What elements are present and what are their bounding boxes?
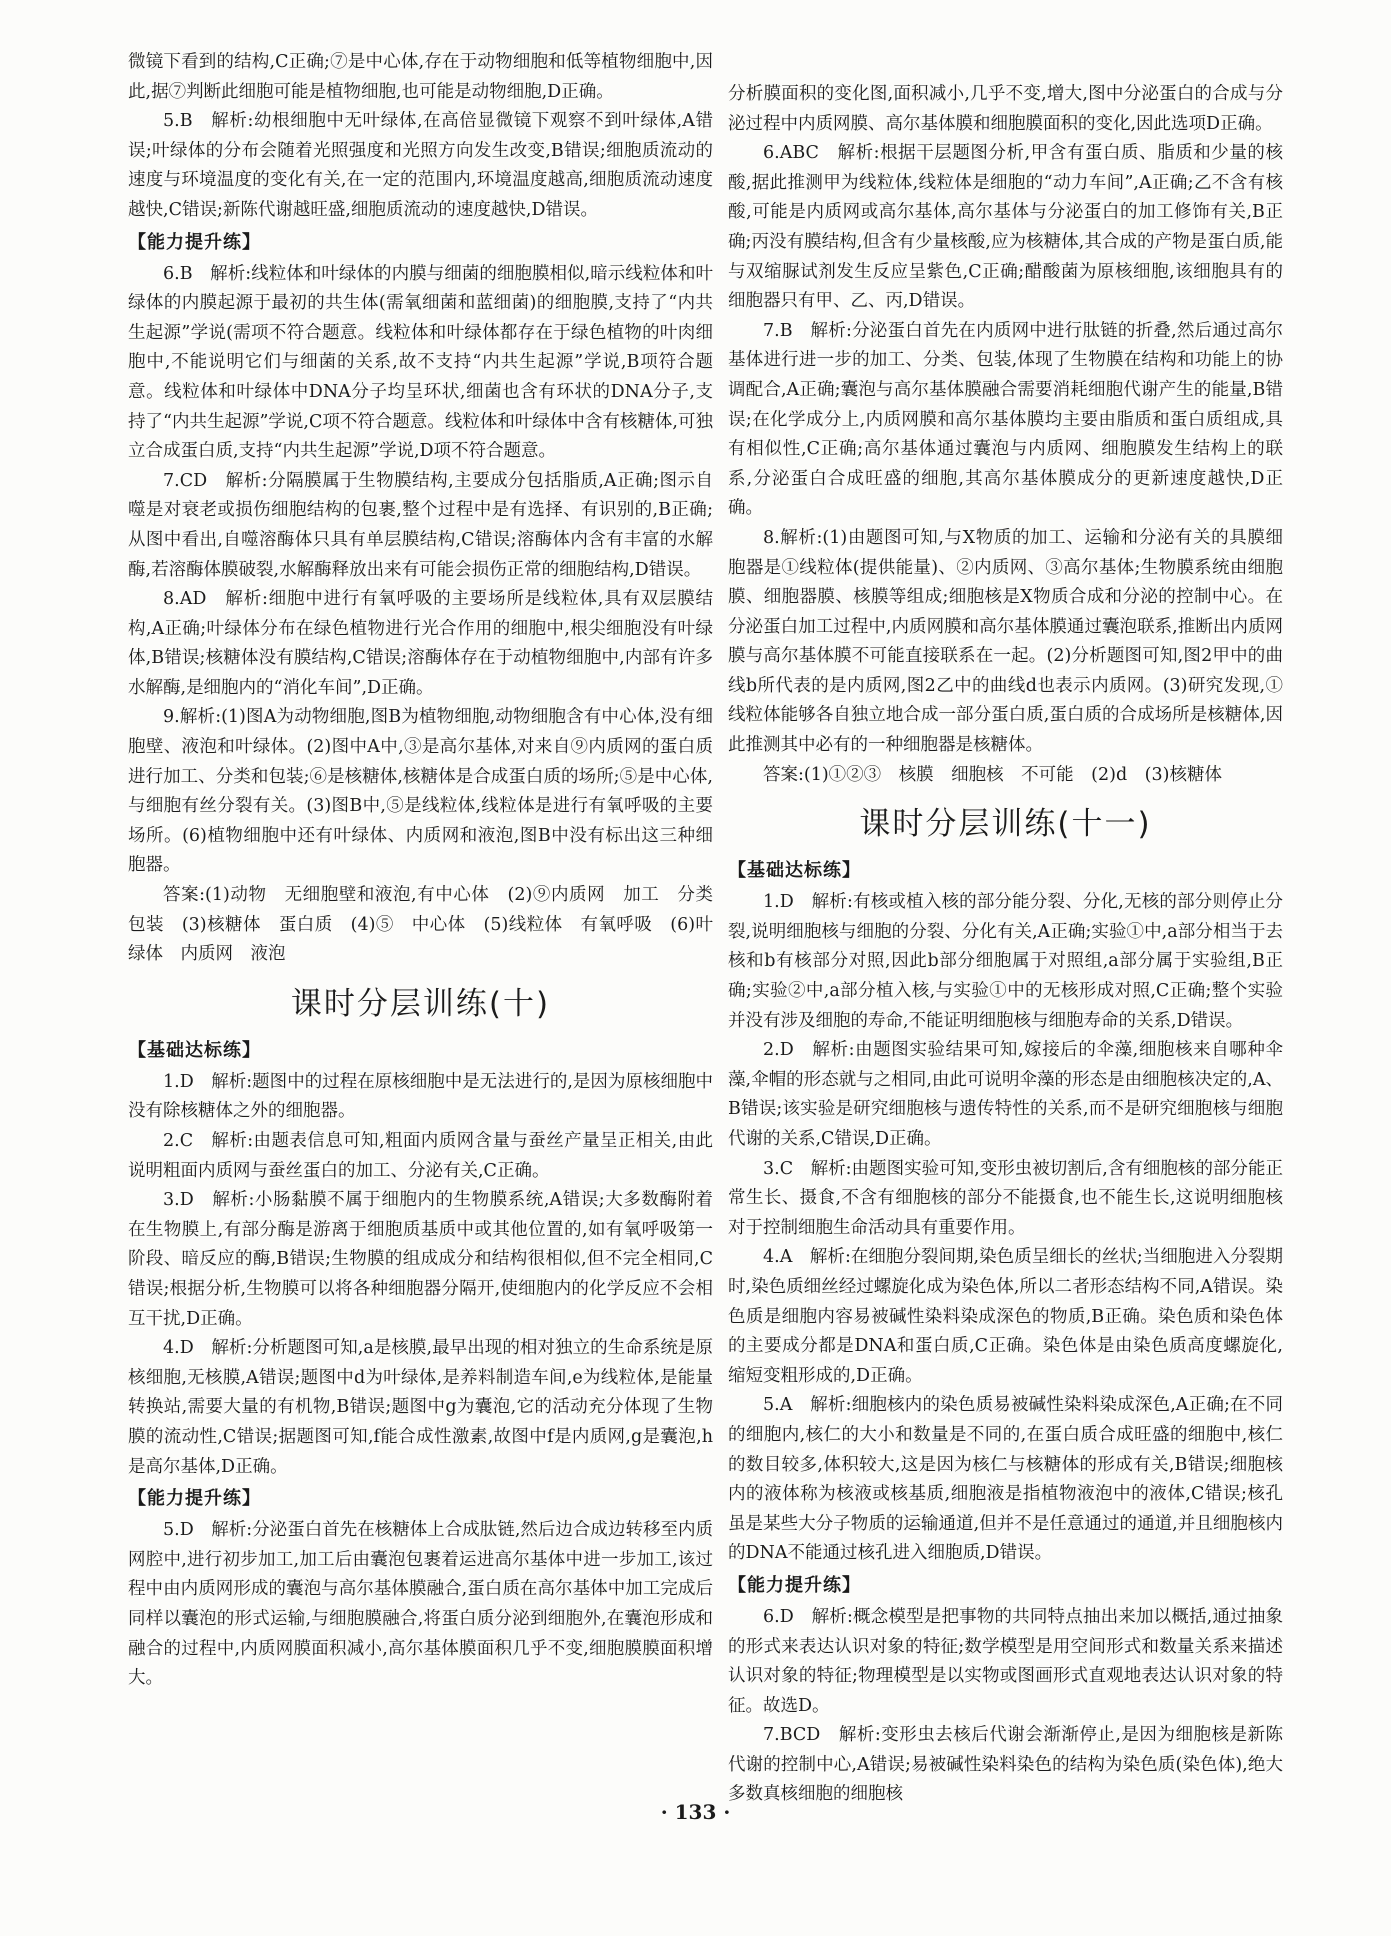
paragraph: 1.D 解析:题图中的过程在原核细胞中是无法进行的,是因为原核细胞中没有除核糖体之外的细胞器。	[128, 1071, 713, 1122]
left-column	[128, 48, 731, 1694]
section-heading-basic: 【基础达标练】	[728, 860, 861, 882]
section-heading-ability: 【能力提升练】	[128, 1488, 261, 1510]
section-heading-basic: 【基础达标练】	[128, 1039, 261, 1061]
paragraph: 微镜下看到的结构,C正确;⑦是中心体,存在于动物细胞和低等植物细胞中,因此,据⑦判断此细胞可能是植物细胞,也可能是动物细胞,D正确。	[128, 52, 713, 102]
paragraph: 5.A 解析:细胞核内的染色质易被碱性染料染成深色,A正确;在不同的细胞内,核仁的大小和数量是不同的,在蛋白质合成旺盛的细胞中,核仁的数目较多,体积较大,这是因为核仁与核糖体的形成有关,B错误;细胞核内的液体称为核液或核基质,细胞液是指植物液泡中的液体,C错误;核孔虽是某些大分子物质的运输通道,但并不是任意通过的通道,并且细胞核内的DNA不能通过核孔进入细胞质,D错误。	[728, 1395, 1283, 1564]
paragraph: 4.A 解析:在细胞分裂间期,染色质呈细长的丝状;当细胞进入分裂期时,染色质细丝经过螺旋化成为染色体,所以二者形态结构不同,A错误。染色质是细胞内容易被碱性染料染成深色的物质,B正确。染色质和染色体的主要成分都是DNA和蛋白质,C正确。染色体是由染色质高度螺旋化,缩短变粗形成的,D正确。	[728, 1247, 1283, 1386]
paragraph: 3.D 解析:小肠黏膜不属于细胞内的生物膜系统,A错误;大多数酶附着在生物膜上,有部分酶是游离于细胞质基质中或其他位置的,如有氧呼吸第一阶段、暗反应的酶,B错误;生物膜的组成成分和结构很相似,但不完全相同,C错误;根据分析,生物膜可以将各种细胞器分隔开,使细胞内的化学反应不会相互干扰,D正确。	[128, 1190, 713, 1329]
paragraph: 分析膜面积的变化图,面积减小,几乎不变,增大,图中分泌蛋白的合成与分泌过程中内质网膜、高尔基体膜和细胞膜面积的变化,因此选项D正确。	[728, 84, 1283, 134]
lesson-title: 课时分层训练(十一)	[859, 806, 1152, 843]
paragraph: 5.D 解析:分泌蛋白首先在核糖体上合成肽链,然后边合成边转移至内质网腔中,进行初步加工,加工后由囊泡包裹着运进高尔基体中进一步加工,该过程中由内质网形成的囊泡与高尔基体膜融合,蛋白质在高尔基体中加工完成后同样以囊泡的形式运输,与细胞膜融合,将蛋白质分泌到细胞外,在囊泡形成和融合的过程中,内质网膜面积减小,高尔基体膜面积几乎不变,细胞膜膜面积增大。	[128, 1520, 713, 1689]
page-number: · 133 ·	[660, 1800, 731, 1824]
answer-line: 答案:(1)动物 无细胞壁和液泡,有中心体 (2)⑨内质网 加工 分类 包装 (3)核糖体 蛋白质 (4)⑤ 中心体 (5)线粒体 有氧呼吸 (6)叶绿体 内质网 液泡	[128, 885, 731, 965]
section-heading-ability: 【能力提升练】	[128, 231, 261, 253]
paragraph: 8.解析:(1)由题图可知,与X物质的加工、运输和分泌有关的具膜细胞器是①线粒体(提供能量)、②内质网、③高尔基体;生物膜系统由细胞膜、细胞器膜、核膜等组成;细胞核是X物质合成和分泌的控制中心。在分泌蛋白加工过程中,内质网膜和高尔基体膜通过囊泡联系,推断出内质网膜与高尔基体膜不可能直接联系在一起。(2)分析题图可知,图2甲中的曲线b所代表的是内质网,图2乙中的曲线d也表示内质网。(3)研究发现,①线粒体能够各自独立地合成一部分蛋白质,蛋白质的合成场所是核糖体,因此推测其中必有的一种细胞器是核糖体。	[728, 527, 1283, 756]
paragraph: 7.BCD 解析:变形虫去核后代谢会渐渐停止,是因为细胞核是新陈代谢的控制中心,A错误;易被碱性染料染色的结构为染色质(染色体),绝大多数真核细胞的细胞核	[728, 1725, 1283, 1805]
paragraph: 6.B 解析:线粒体和叶绿体的内膜与细菌的细胞膜相似,暗示线粒体和叶绿体的内膜起源于最初的共生体(需氧细菌和蓝细菌)的细胞膜,支持了“内共生起源”学说(需项不符合题意。线粒体和叶绿体都存在于绿色植物的叶肉细胞中,不能说明它们与细菌的关系,故不支持“内共生起源”学说,B项符合题意。线粒体和叶绿体中DNA分子均呈环状,细菌也含有环状的DNA分子,支持了“内共生起源”学说,C项不符合题意。线粒体和叶绿体中含有核糖体,可独立合成蛋白质,支持“内共生起源”学说,D项不符合题意。	[128, 263, 713, 462]
section-heading-ability: 【能力提升练】	[728, 1574, 861, 1596]
paragraph: 3.C 解析:由题图实验可知,变形虫被切割后,含有细胞核的部分能正常生长、摄食,不含有细胞核的部分不能摄食,也不能生长,这说明细胞核对于控制细胞生命活动具有重要作用。	[728, 1158, 1283, 1238]
paragraph: 2.C 解析:由题表信息可知,粗面内质网含量与蚕丝产量呈正相关,由此说明粗面内质网与蚕丝蛋白的加工、分泌有关,C正确。	[128, 1131, 713, 1181]
paragraph: 6.ABC 解析:根据干层题图分析,甲含有蛋白质、脂质和少量的核酸,据此推测甲为线粒体,线粒体是细胞的“动力车间”,A正确;乙不含有核酸,可能是内质网或高尔基体,高尔基体与分泌蛋白的加工修饰有关,B正确;丙没有膜结构,但含有少量核酸,应为核糖体,其合成的产物是蛋白质,能与双缩脲试剂发生反应呈紫色,C正确;醋酸菌为原核细胞,该细胞具有的细胞器只有甲、乙、丙,D错误。	[728, 143, 1283, 312]
paragraph: 2.D 解析:由题图实验结果可知,嫁接后的伞藻,细胞核来自哪种伞藻,伞帽的形态就与之相同,由此可说明伞藻的形态是由细胞核决定的,A、B错误;该实验是研究细胞核与遗传特性的关系,而不是研究细胞核与细胞代谢的关系,C错误,D正确。	[728, 1040, 1283, 1149]
right-column	[728, 80, 1283, 1810]
paragraph: 7.CD 解析:分隔膜属于生物膜结构,主要成分包括脂质,A正确;图示自噬是对衰老或损伤细胞结构的包裹,整个过程中是有选择、有识别的,B正确;从图中看出,自噬溶酶体只具有单层膜结构,C错误;溶酶体内含有丰富的水解酶,若溶酶体膜破裂,水解酶释放出来有可能会损伤正常的细胞结构,D错误。	[128, 470, 713, 580]
paragraph: 5.B 解析:幼根细胞中无叶绿体,在高倍显微镜下观察不到叶绿体,A错误;叶绿体的分布会随着光照强度和光照方向发生改变,B错误;细胞质流动的速度与环境温度的变化有关,在一定的范围内,环境温度越高,细胞质流动速度越快,C错误;新陈代谢越旺盛,细胞质流动的速度越快,D错误。	[128, 111, 713, 220]
paragraph: 9.解析:(1)图A为动物细胞,图B为植物细胞,动物细胞含有中心体,没有细胞壁、液泡和叶绿体。(2)图中A中,③是高尔基体,对来自⑨内质网的蛋白质进行加工、分类和包装;⑥是核糖体,核糖体是合成蛋白质的场所;⑤是中心体,与细胞有丝分裂有关。(3)图B中,⑤是线粒体,线粒体是进行有氧呼吸的主要场所。(6)植物细胞中还有叶绿体、内质网和液泡,图B中没有标出这三种细胞器。	[128, 707, 713, 876]
paragraph: 7.B 解析:分泌蛋白首先在内质网中进行肽链的折叠,然后通过高尔基体进行进一步的加工、分类、包装,体现了生物膜在结构和功能上的协调配合,A正确;囊泡与高尔基体膜融合需要消耗细胞代谢产生的能量,B错误;在化学成分上,内质网膜和高尔基体膜均主要由脂质和蛋白质组成,具有相似性,C正确;高尔基体通过囊泡与内质网、细胞膜发生结构上的联系,分泌蛋白合成旺盛的细胞,其高尔基体膜成分的更新速度越快,D正确。	[728, 320, 1283, 519]
lesson-title: 课时分层训练(十)	[290, 985, 551, 1022]
answer-line: 答案:(1)①②③ 核膜 细胞核 不可能 (2)d (3)核糖体	[763, 764, 1222, 785]
paragraph: 1.D 解析:有核或植入核的部分能分裂、分化,无核的部分则停止分裂,说明细胞核与细胞的分裂、分化有关,A正确;实验①中,a部分相当于去核和b有核部分对照,因此b部分细胞属于对照组,a部分属于实验组,B正确;实验②中,a部分植入核,与实验①中的无核形成对照,C正确;整个实验并没有涉及细胞的寿命,不能证明细胞核与细胞寿命的关系,D错误。	[728, 892, 1283, 1031]
paragraph: 4.D 解析:分析题图可知,a是核膜,最早出现的相对独立的生命系统是原核细胞,无核膜,A错误;题图中d为叶绿体,是养料制造车间,e为线粒体,是能量转换站,需要大量的有机物,B错误;题图中g为囊泡,它的活动充分体现了生物膜的流动性,C错误;据题图可知,f能合成性激素,故图中f是内质网,g是囊泡,h是高尔基体,D正确。	[128, 1338, 713, 1477]
paragraph: 8.AD 解析:细胞中进行有氧呼吸的主要场所是线粒体,具有双层膜结构,A正确;叶绿体分布在绿色植物进行光合作用的细胞中,根尖细胞没有叶绿体,B错误;核糖体没有膜结构,C错误;溶酶体存在于动植物细胞中,内部有许多水解酶,是细胞内的“消化车间”,D正确。	[128, 589, 713, 698]
paragraph: 6.D 解析:概念模型是把事物的共同特点抽出来加以概括,通过抽象的形式来表达认识对象的特征;数学模型是用空间形式和数量关系来描述认识对象的特征;物理模型是以实物或图画形式直观地表达认识对象的特征。故选D。	[728, 1606, 1283, 1716]
